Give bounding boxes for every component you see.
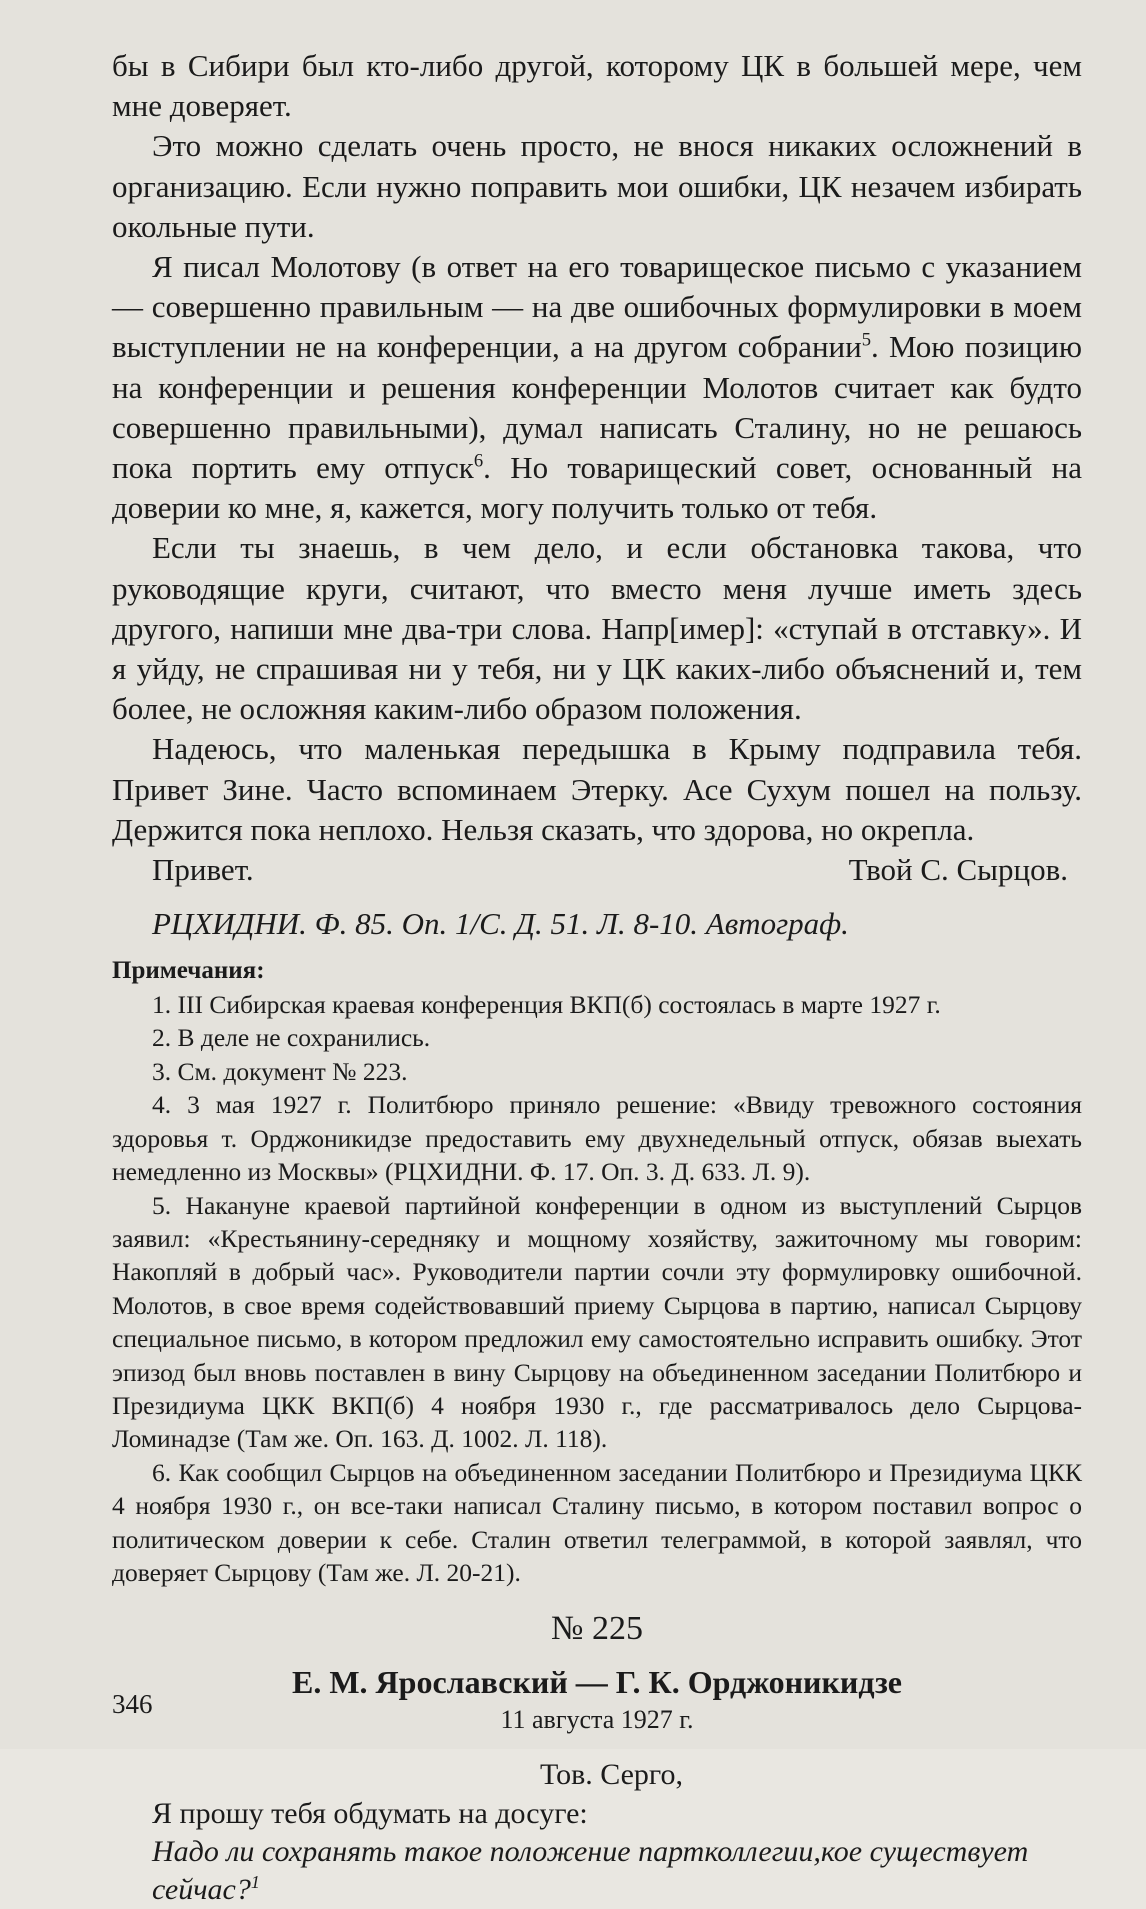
notes-heading: Примечания: bbox=[112, 957, 265, 985]
note-3: 3. См. документ № 223. bbox=[152, 1056, 408, 1086]
signature: Твой С. Сырцов. bbox=[848, 852, 1068, 888]
note-1: 1. III Сибирская краевая конференция ВКП(б) состоялась в марте 1927 г. bbox=[152, 990, 941, 1020]
document-number: № 225 bbox=[551, 1610, 643, 1648]
letter-paragraph-1: бы в Сибири был кто-либо другой, которому ЦК в большей мере, чем мне доверяет. bbox=[112, 48, 1082, 124]
paragraph-text: . Мою позицию на конференции и решения конференции Молотов считает как будто совершенно правильными), думал написать Сталину, но не решаюсь пока портить ему отпуск bbox=[112, 329, 1082, 486]
document-title: Е. М. Ярославский — Г. К. Орджоникидзе bbox=[292, 1664, 902, 1701]
letter-paragraph-4: Если ты знаешь, в чем дело, и если обстановка такова, что руководящие круги, считают, что вместо меня лучше иметь здесь другого, напиши мне два-три слова. Напр[имер]: «ступай в отставку». И я уйду, не спрашивая ни у тебя, ни у ЦК каких-либо объяснений и, тем более, не осложняя каким-либо образом положения. bbox=[112, 530, 1082, 727]
question-text: Надо ли сохранять такое положение партколлегии,кое существует сейчас? bbox=[152, 1835, 1029, 1907]
letter-paragraph-2: Это можно сделать очень просто, не внося никаких осложнений в организацию. Если нужно поправить мои ошибки, ЦК незачем избирать окольные пути. bbox=[112, 128, 1082, 244]
paragraph-text: Я писал Молотову (в ответ на его товарищеское письмо с указанием — совершенно правильным — на две ошибочных формулировки в моем выступлении не на конференции, а на другом собрании bbox=[112, 249, 1082, 365]
italic-question bbox=[112, 1833, 1082, 1909]
paragraph-text: . Но товарищеский совет, основанный на доверии ко мне, я, кажется, могу получить только от тебя. bbox=[112, 450, 1082, 526]
note-6: 6. Как сообщил Сырцов на объединенном заседании Политбюро и Президиума ЦКК 4 ноября 1930 г., он все-таки написал Сталину письмо, в котором поставил вопрос о политическом доверии к себе. Сталин ответил телеграммой, в которой заявлял, что доверяет Сырцову (Там же. Л. 20-21). bbox=[112, 1457, 1082, 1587]
note-2: 2. В деле не сохранились. bbox=[152, 1023, 431, 1053]
document-date: 11 августа 1927 г. bbox=[500, 1705, 694, 1735]
note-4: 4. 3 мая 1927 г. Политбюро приняло решение: «Ввиду тревожного состояния здоровья т. Орджоникидзе предоставить ему двухнедельный отпуск, обязав выехать немедленно из Москвы» (РЦХИДНИ. Ф. 17. Оп. 3. Д. 633. Л. 9). bbox=[112, 1090, 1082, 1187]
text-column bbox=[112, 46, 1082, 1909]
footnote-ref-1: 1 bbox=[250, 1872, 260, 1893]
footnote-ref-6: 6 bbox=[473, 450, 484, 472]
letter-paragraph-3 bbox=[112, 247, 1082, 528]
salutation: Тов. Серго, bbox=[540, 1758, 683, 1792]
footnote-ref-5: 5 bbox=[861, 330, 872, 352]
archive-reference: РЦХИДНИ. Ф. 85. Оп. 1/С. Д. 51. Л. 8-10. Автограф. bbox=[152, 906, 849, 942]
letter-signature-line bbox=[112, 850, 1082, 890]
letter-paragraph-5: Надеюсь, что маленькая передышка в Крыму подправила тебя. Привет Зине. Часто вспоминаем Этерку. Асе Сухум пошел на пользу. Держится пока неплохо. Нельзя сказать, что здорова, но окрепла. bbox=[112, 731, 1082, 847]
letter-request: Я прошу тебя обдумать на досуге: bbox=[152, 1797, 588, 1831]
page-number: 346 bbox=[112, 1689, 153, 1719]
note-5: 5. Накануне краевой партийной конференции в одном из выступлений Сырцов заявил: «Крестьянину-середняку и мощному хозяйству, зажиточному мы говорим: Накопляй в добрый час». Руководители партии сочли эту формулировку ошибочной. Молотов, в свое время содействовавший приему Сырцова в партию, написал Сырцову специальное письмо, в котором предложил ему самостоятельно исправить ошибку. Этот эпизод был вновь поставлен в вину Сырцову на объединенном заседании Политбюро и Президиума ЦКК ВКП(б) 4 ноября 1930 г., где рассматривалось дело Сырцова-Ломинадзе (Там же. Оп. 163. Д. 1002. Л. 118). bbox=[112, 1190, 1082, 1454]
closing-greeting: Привет. bbox=[152, 852, 254, 888]
